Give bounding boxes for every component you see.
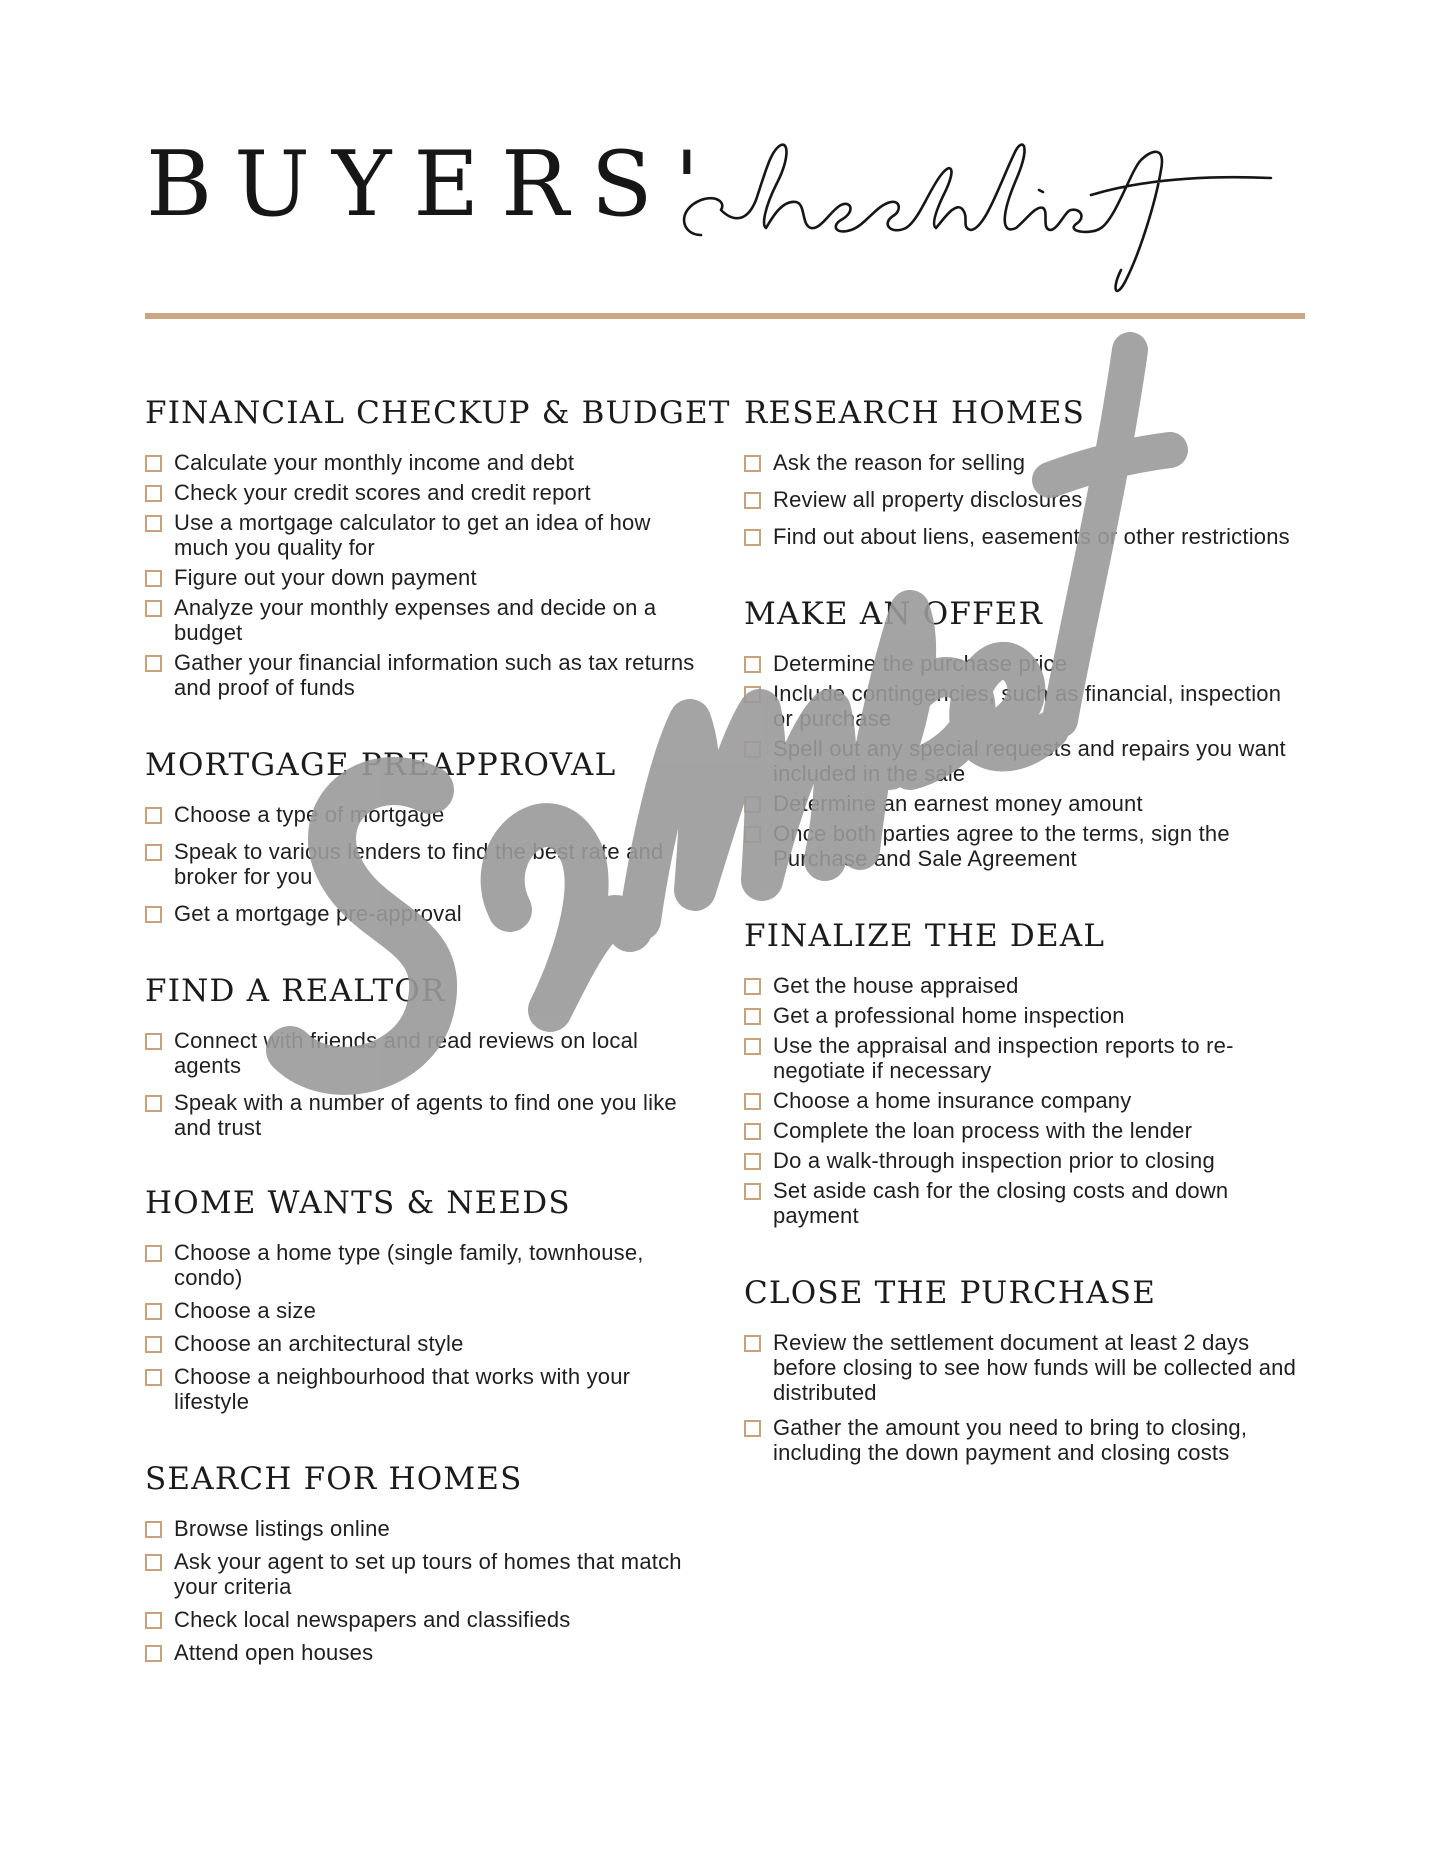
checkbox[interactable] [744, 1008, 761, 1025]
section-title: RESEARCH HOMES [744, 395, 1086, 431]
checkbox[interactable] [744, 1123, 761, 1140]
item-label: Choose a neighbourhood that works with your lifestyle [174, 1364, 631, 1414]
checkbox[interactable] [145, 1645, 162, 1662]
checklist-item [145, 480, 705, 505]
checkbox[interactable] [145, 1033, 162, 1050]
checkbox[interactable] [145, 515, 162, 532]
checkbox[interactable] [145, 455, 162, 472]
item-label: Set aside cash for the closing costs and down payment [773, 1178, 1229, 1228]
checklist-item [145, 1364, 705, 1414]
item-label: Get a professional home inspection [773, 1003, 1125, 1028]
checkbox[interactable] [145, 1554, 162, 1571]
checklist-item [145, 1298, 705, 1323]
checklist-item [145, 839, 705, 889]
item-label: Use a mortgage calculator to get an idea of how much you quality for [174, 510, 651, 560]
checkbox[interactable] [744, 492, 761, 509]
checklist-item [744, 1003, 1304, 1028]
checkbox[interactable] [744, 978, 761, 995]
checkbox[interactable] [744, 826, 761, 843]
checklist-item [744, 1415, 1304, 1465]
item-label: Choose a home insurance company [773, 1088, 1132, 1113]
checklist-item [145, 1516, 705, 1541]
section-make-an-offer [744, 593, 1304, 871]
section-title: FINANCIAL CHECKUP & BUDGET [145, 395, 731, 431]
item-label: Analyze your monthly expenses and decide on a budget [174, 595, 657, 645]
checklist-item [744, 450, 1304, 475]
item-label: Find out about liens, easements or other restrictions [773, 524, 1290, 549]
right-column [744, 392, 1304, 1470]
item-label: Once both parties agree to the terms, sign the Purchase and Sale Agreement [773, 821, 1230, 871]
checklist-item [744, 1088, 1304, 1113]
checkbox[interactable] [145, 655, 162, 672]
checklist-item [145, 450, 705, 475]
item-label: Ask the reason for selling [773, 450, 1026, 475]
checklist-script-lettering [671, 140, 1281, 300]
checklist-item [744, 1033, 1304, 1083]
checklist-item [145, 1549, 705, 1599]
checkbox[interactable] [744, 656, 761, 673]
item-label: Complete the loan process with the lender [773, 1118, 1193, 1143]
section-home-wants-needs [145, 1182, 705, 1414]
checklist-item [145, 1240, 705, 1290]
item-label: Attend open houses [174, 1640, 374, 1665]
checkbox[interactable] [744, 1420, 761, 1437]
checklist-item [145, 565, 705, 590]
checkbox[interactable] [145, 1095, 162, 1112]
checkbox[interactable] [145, 807, 162, 824]
checklist-item [744, 651, 1304, 676]
item-label: Check your credit scores and credit report [174, 480, 591, 505]
item-label: Browse listings online [174, 1516, 390, 1541]
section-title: HOME WANTS & NEEDS [145, 1185, 571, 1221]
checkbox[interactable] [145, 1521, 162, 1538]
checklist-item [744, 791, 1304, 816]
checkbox[interactable] [744, 686, 761, 703]
section-title: SEARCH FOR HOMES [145, 1461, 523, 1497]
checklist-item [145, 1640, 705, 1665]
checkbox[interactable] [744, 1153, 761, 1170]
section-close-the-purchase [744, 1272, 1304, 1465]
checklist-item [744, 1178, 1304, 1228]
item-label: Do a walk-through inspection prior to closing [773, 1148, 1215, 1173]
section-mortgage-preapproval [145, 744, 705, 926]
checkbox[interactable] [145, 1245, 162, 1262]
item-label: Determine the purchase price [773, 651, 1068, 676]
title-script-logo [671, 140, 1281, 300]
checkbox[interactable] [145, 485, 162, 502]
section-find-a-realtor [145, 970, 705, 1140]
checklist-item [744, 736, 1304, 786]
item-label: Calculate your monthly income and debt [174, 450, 575, 475]
checklist-item [744, 973, 1304, 998]
item-label: Review all property disclosures [773, 487, 1083, 512]
item-label: Check local newspapers and classifieds [174, 1607, 571, 1632]
checkbox[interactable] [744, 1183, 761, 1200]
checkbox[interactable] [145, 600, 162, 617]
section-title: MORTGAGE PREAPPROVAL [145, 747, 617, 783]
checkbox[interactable] [744, 1038, 761, 1055]
checklist-item [744, 1330, 1304, 1405]
item-label: Use the appraisal and inspection reports to re-negotiate if necessary [773, 1033, 1234, 1083]
item-label: Gather the amount you need to bring to closing, including the down payment and closing costs [773, 1415, 1248, 1465]
checkbox[interactable] [744, 796, 761, 813]
checklist-item [145, 650, 705, 700]
checklist-item [145, 595, 705, 645]
header-divider [145, 313, 1305, 319]
item-label: Connect with friends and read reviews on local agents [174, 1028, 639, 1078]
checkbox[interactable] [744, 455, 761, 472]
item-label: Determine an earnest money amount [773, 791, 1143, 816]
checkbox[interactable] [145, 1303, 162, 1320]
section-research-homes [744, 392, 1304, 549]
item-label: Get a mortgage pre-approval [174, 901, 462, 926]
item-label: Choose a size [174, 1298, 317, 1323]
section-title: CLOSE THE PURCHASE [744, 1275, 1157, 1311]
item-label: Include contingencies, such as financial, inspection or purchase [773, 681, 1282, 731]
section-finalize-the-deal [744, 915, 1304, 1228]
checklist-item [145, 510, 705, 560]
checklist-item [744, 487, 1304, 512]
checkbox[interactable] [744, 741, 761, 758]
item-label: Speak with a number of agents to find one you like and trust [174, 1090, 677, 1140]
checkbox[interactable] [145, 1336, 162, 1353]
item-label: Ask your agent to set up tours of homes that match your criteria [174, 1549, 682, 1599]
section-title: FIND A REALTOR [145, 973, 446, 1009]
page-title: BUYERS' [146, 132, 722, 237]
checkbox[interactable] [145, 1612, 162, 1629]
item-label: Choose a type of mortgage [174, 802, 445, 827]
checkbox[interactable] [744, 1335, 761, 1352]
checkbox[interactable] [744, 529, 761, 546]
item-label: Choose a home type (single family, townhouse, condo) [174, 1240, 644, 1290]
checkbox[interactable] [145, 570, 162, 587]
item-label: Get the house appraised [773, 973, 1019, 998]
checklist-item [744, 681, 1304, 731]
checklist-item [145, 802, 705, 827]
page-header [146, 132, 1306, 270]
item-label: Gather your financial information such as tax returns and proof of funds [174, 650, 695, 700]
checkbox[interactable] [145, 1369, 162, 1386]
item-label: Spell out any special requests and repairs you want included in the sale [773, 736, 1286, 786]
checklist-item [744, 524, 1304, 549]
checklist-item [145, 1090, 705, 1140]
checkbox[interactable] [744, 1093, 761, 1110]
checkbox[interactable] [145, 906, 162, 923]
left-column [145, 392, 731, 1670]
checklist-item [744, 821, 1304, 871]
item-label: Choose an architectural style [174, 1331, 464, 1356]
item-label: Review the settlement document at least 2 days before closing to see how funds will be collected and distributed [773, 1330, 1297, 1405]
item-label: Speak to various lenders to find the best rate and broker for you [174, 839, 664, 889]
section-title: FINALIZE THE DEAL [744, 918, 1106, 954]
item-label: Figure out your down payment [174, 565, 477, 590]
checklist-item [145, 1607, 705, 1632]
section-financial-checkup [145, 392, 731, 700]
checklist-item [744, 1148, 1304, 1173]
checklist-item [145, 901, 705, 926]
checklist-item [145, 1028, 705, 1078]
checkbox[interactable] [145, 844, 162, 861]
checklist-item [744, 1118, 1304, 1143]
section-search-for-homes [145, 1458, 705, 1665]
section-title: MAKE AN OFFER [744, 596, 1044, 632]
checklist-item [145, 1331, 705, 1356]
